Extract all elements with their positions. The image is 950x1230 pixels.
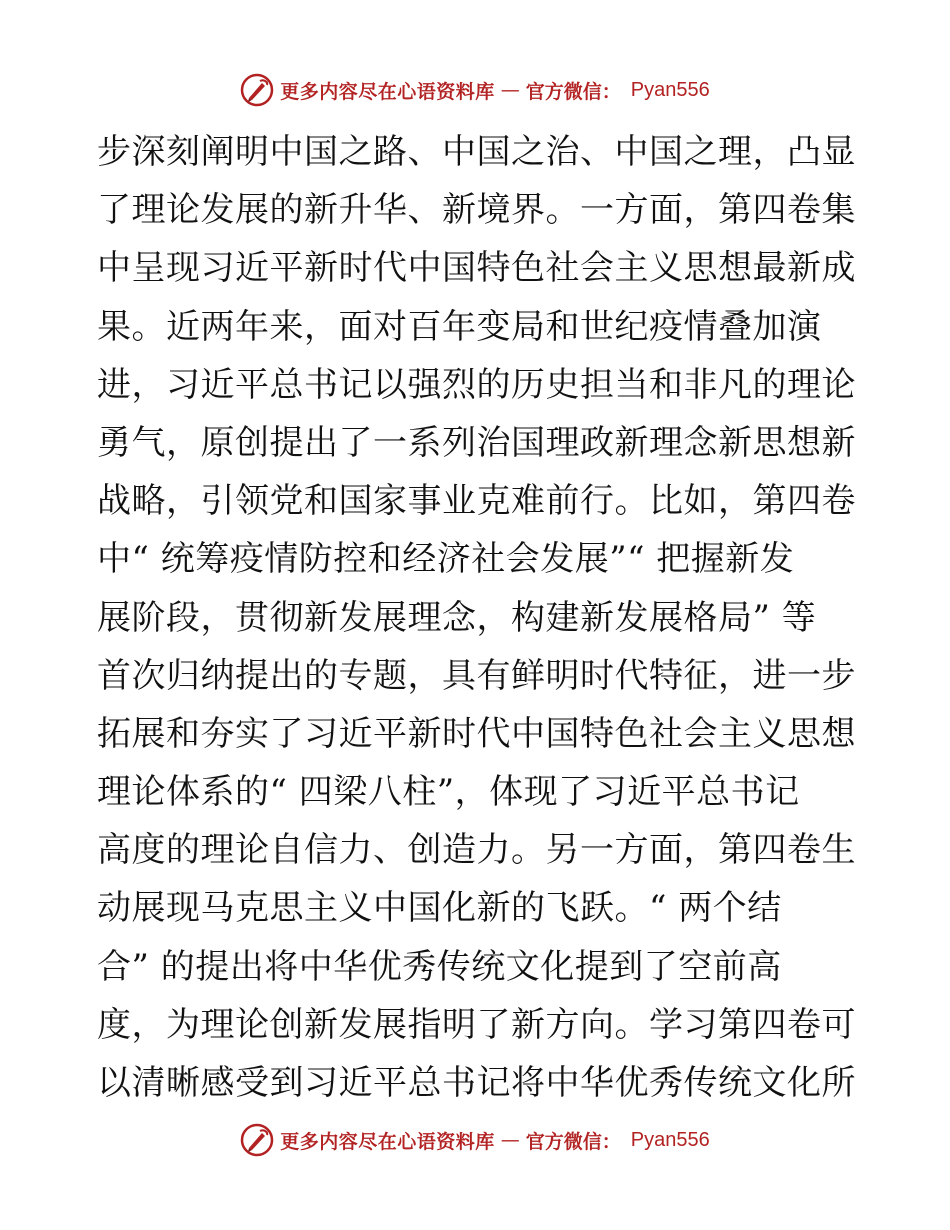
body-line: 果。近两年来，面对百年变局和世纪疫情叠加演 xyxy=(97,306,822,347)
body-line: 中“ 统筹疫情防控和经济社会发展”“ 把握新发 xyxy=(97,539,795,580)
footer-banner-text: 更多内容尽在心语资料库 xyxy=(280,1130,495,1153)
pen-logo-icon xyxy=(240,1123,274,1157)
body-line: 战略，引领党和国家事业克难前行。比如，第四卷 xyxy=(97,481,856,522)
pen-logo-icon xyxy=(240,73,274,107)
footer-wechat-label: 官方微信： xyxy=(525,1130,621,1153)
header-banner-text: 更多内容尽在心语资料库 xyxy=(280,80,495,103)
body-line: 中呈现习近平新时代中国特色社会主义思想最新成 xyxy=(97,248,856,289)
footer-separator: — xyxy=(500,1129,520,1151)
body-line: 展阶段，贯彻新发展理念，构建新发展格局” 等 xyxy=(97,597,817,638)
page-header xyxy=(0,72,950,108)
page-footer xyxy=(0,1122,950,1158)
body-line: 理论体系的“ 四梁八柱”，体现了习近平总书记 xyxy=(97,772,800,813)
header-banner xyxy=(240,73,710,107)
body-line: 合” 的提出将中华优秀传统文化提到了空前高 xyxy=(97,946,782,987)
body-line: 了理论发展的新升华、新境界。一方面，第四卷集 xyxy=(97,190,856,231)
header-wechat-label: 官方微信： xyxy=(525,80,621,103)
body-line: 度，为理论创新发展指明了新方向。学习第四卷可 xyxy=(97,1004,856,1045)
body-line: 进，习近平总书记以强烈的历史担当和非凡的理论 xyxy=(97,364,856,405)
body-line: 拓展和夯实了习近平新时代中国特色社会主义思想 xyxy=(97,713,856,754)
body-line: 动展现马克思主义中国化新的飞跃。“ 两个结 xyxy=(97,888,782,929)
header-wechat-id: Pyan556 xyxy=(630,78,710,101)
body-line: 高度的理论自信力、创造力。另一方面，第四卷生 xyxy=(97,830,856,871)
document-body xyxy=(97,123,857,1112)
body-line: 以清晰感受到习近平总书记将中华优秀传统文化所 xyxy=(97,1063,856,1103)
body-line: 首次归纳提出的专题，具有鲜明时代特征，进一步 xyxy=(97,655,856,696)
footer-wechat-id: Pyan556 xyxy=(630,1128,710,1151)
body-line: 勇气，原创提出了一系列治国理政新理念新思想新 xyxy=(97,422,856,463)
footer-banner xyxy=(240,1123,710,1157)
body-line: 步深刻阐明中国之路、中国之治、中国之理，凸显 xyxy=(97,132,856,172)
header-separator: — xyxy=(500,79,520,101)
